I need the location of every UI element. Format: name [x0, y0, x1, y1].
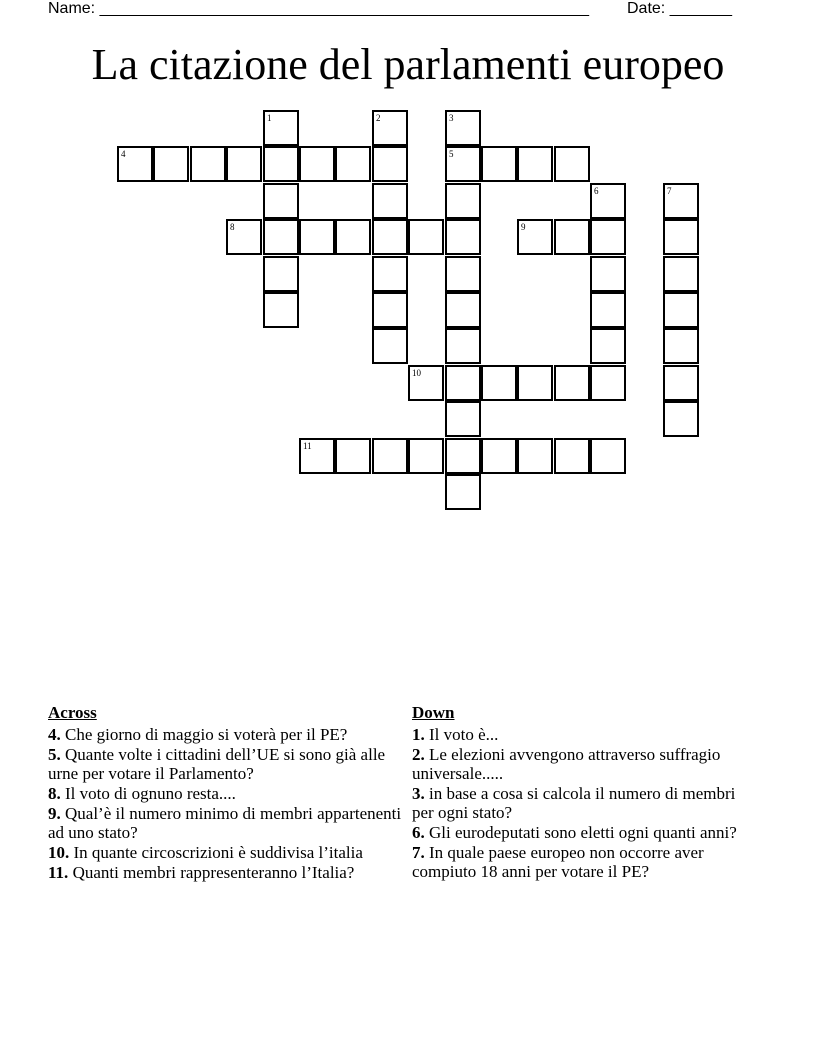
crossword-cell[interactable] — [226, 219, 262, 255]
crossword-cell[interactable] — [517, 365, 553, 401]
crossword-cell[interactable] — [663, 292, 699, 328]
crossword-cell[interactable] — [190, 146, 226, 182]
crossword-cell[interactable] — [372, 183, 408, 219]
crossword-cell[interactable] — [445, 256, 481, 292]
crossword-cell[interactable] — [335, 146, 371, 182]
clue-num: 5. — [48, 745, 61, 764]
crossword-cell[interactable] — [663, 365, 699, 401]
clue-num: 10. — [48, 843, 70, 862]
clue-text: Gli eurodeputati sono eletti ogni quanti anni? — [424, 823, 737, 842]
crossword-cell[interactable] — [299, 219, 335, 255]
crossword-cell[interactable] — [663, 219, 699, 255]
clue-num: 11. — [48, 863, 69, 882]
clue-item — [412, 725, 752, 744]
crossword-cell[interactable] — [335, 438, 371, 474]
crossword-cell[interactable] — [554, 365, 590, 401]
crossword-cell[interactable] — [445, 219, 481, 255]
clue-item — [412, 823, 752, 842]
crossword-cell[interactable] — [226, 146, 262, 182]
clue-item — [48, 804, 404, 842]
clue-text: Il voto è... — [424, 725, 499, 744]
clue-num: 7. — [412, 843, 425, 862]
clue-number: 11 — [303, 441, 312, 451]
crossword-cell[interactable] — [445, 401, 481, 437]
page-title: La citazione del parlamenti europeo — [91, 40, 725, 89]
clue-number: 6 — [594, 186, 599, 196]
crossword-cell[interactable] — [299, 146, 335, 182]
clue-item — [48, 784, 404, 803]
crossword-cell[interactable] — [263, 146, 299, 182]
crossword-cell[interactable] — [590, 219, 626, 255]
crossword-cell[interactable] — [590, 256, 626, 292]
clue-num: 2. — [412, 745, 425, 764]
crossword-cell[interactable] — [372, 438, 408, 474]
crossword-cell[interactable] — [517, 219, 553, 255]
clue-text: Quanti membri rappresenteranno l’Italia? — [68, 863, 355, 882]
crossword-cell[interactable] — [372, 110, 408, 146]
crossword-cell[interactable] — [663, 401, 699, 437]
crossword-cell[interactable] — [663, 328, 699, 364]
clue-item — [48, 725, 404, 744]
crossword-cell[interactable] — [517, 438, 553, 474]
clue-number: 10 — [412, 368, 421, 378]
crossword-cell[interactable] — [263, 110, 299, 146]
clue-item — [48, 745, 404, 783]
clue-item — [412, 784, 752, 822]
name-field-label[interactable]: Name: _______________________________________________________ — [48, 0, 589, 17]
crossword-cell[interactable] — [554, 219, 590, 255]
crossword-cell[interactable] — [372, 219, 408, 255]
crossword-cell[interactable] — [481, 146, 517, 182]
clue-number: 1 — [267, 113, 272, 123]
crossword-cell[interactable] — [590, 438, 626, 474]
clue-text: Quante volte i cittadini dell’UE si sono già alle urne per votare il Parlamento? — [48, 745, 386, 783]
clue-num: 3. — [412, 784, 425, 803]
crossword-cell[interactable] — [554, 146, 590, 182]
crossword-cell[interactable] — [445, 328, 481, 364]
clue-number: 5 — [449, 149, 454, 159]
clue-text: Che giorno di maggio si voterà per il PE? — [60, 725, 348, 744]
across-clues — [48, 703, 404, 883]
clue-item — [412, 843, 752, 881]
crossword-cell[interactable] — [445, 474, 481, 510]
clue-item — [48, 843, 404, 862]
clue-number: 4 — [121, 149, 126, 159]
clue-num: 1. — [412, 725, 425, 744]
clue-num: 8. — [48, 784, 61, 803]
crossword-cell[interactable] — [263, 183, 299, 219]
clue-number: 2 — [376, 113, 381, 123]
down-heading: Down — [412, 703, 455, 722]
clue-num: 9. — [48, 804, 61, 823]
crossword-cell[interactable] — [445, 146, 481, 182]
across-heading: Across — [48, 703, 97, 722]
clue-text: In quante circoscrizioni è suddivisa l’italia — [69, 843, 363, 862]
crossword-cell[interactable] — [372, 146, 408, 182]
crossword-cell[interactable] — [263, 292, 299, 328]
crossword-cell[interactable] — [117, 146, 153, 182]
crossword-cell[interactable] — [663, 183, 699, 219]
crossword-cell[interactable] — [408, 219, 444, 255]
clue-number: 9 — [521, 222, 526, 232]
clue-text: in base a cosa si calcola il numero di membri per ogni stato? — [412, 784, 736, 822]
crossword-cell[interactable] — [263, 219, 299, 255]
clue-item — [412, 745, 752, 783]
crossword-cell[interactable] — [153, 146, 189, 182]
crossword-cell[interactable] — [372, 256, 408, 292]
crossword-cell[interactable] — [590, 183, 626, 219]
clue-num: 6. — [412, 823, 425, 842]
clue-number: 7 — [667, 186, 672, 196]
clue-text: Il voto di ognuno resta.... — [60, 784, 236, 803]
clue-num: 4. — [48, 725, 61, 744]
clue-item — [48, 863, 404, 882]
crossword-cell[interactable] — [590, 292, 626, 328]
clue-number: 3 — [449, 113, 454, 123]
crossword-cell[interactable] — [445, 438, 481, 474]
clue-text: Le elezioni avvengono attraverso suffragio universale..... — [412, 745, 721, 783]
crossword-cell[interactable] — [554, 438, 590, 474]
date-field-label[interactable]: Date: _______ — [627, 0, 732, 17]
crossword-cell[interactable] — [299, 438, 335, 474]
crossword-cell[interactable] — [590, 365, 626, 401]
crossword-cell[interactable] — [445, 292, 481, 328]
clue-number: 8 — [230, 222, 235, 232]
crossword-cell[interactable] — [372, 328, 408, 364]
crossword-cell[interactable] — [263, 256, 299, 292]
crossword-cell[interactable] — [372, 292, 408, 328]
crossword-cell[interactable] — [663, 256, 699, 292]
crossword-cell[interactable] — [445, 183, 481, 219]
down-clues — [412, 703, 752, 882]
crossword-cell[interactable] — [481, 438, 517, 474]
crossword-cell[interactable] — [335, 219, 371, 255]
crossword-cell[interactable] — [445, 110, 481, 146]
crossword-cell[interactable] — [590, 328, 626, 364]
crossword-cell[interactable] — [408, 438, 444, 474]
clue-text: Qual’è il numero minimo di membri appartenenti ad uno stato? — [48, 804, 402, 842]
crossword-cell[interactable] — [445, 365, 481, 401]
crossword-cell[interactable] — [517, 146, 553, 182]
clue-text: In quale paese europeo non occorre aver compiuto 18 anni per votare il PE? — [412, 843, 704, 881]
crossword-cell[interactable] — [481, 365, 517, 401]
crossword-cell[interactable] — [408, 365, 444, 401]
